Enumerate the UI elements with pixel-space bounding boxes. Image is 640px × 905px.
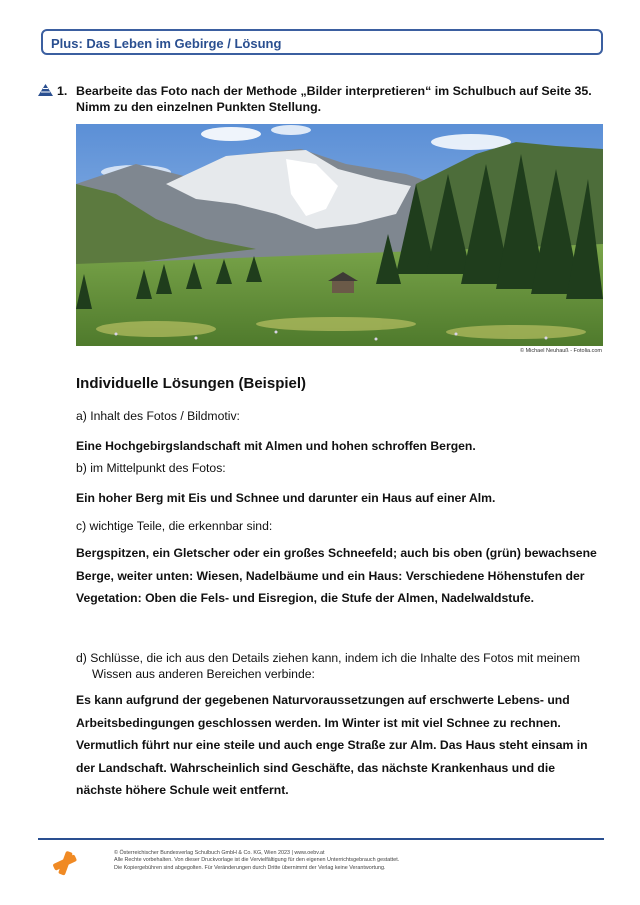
task-1 [38,83,604,115]
answer-c: Bergspitzen, ein Gletscher oder ein großes Schneefeld; auch bis oben (grün) bewachsene Berge, weiter unten: Wiesen, Nadelbäume und ein Haus: Verschiedene Höhenstufen der Vegetation: Oben die Fels- und Eisregion, die Stufe der Almen, Nadelwaldstufe. [76,546,597,606]
mountain-photo [76,124,603,346]
answer-a: Eine Hochgebirgslandschaft mit Almen und hohen schroffen Bergen. [76,439,476,453]
page-title: Plus: Das Leben im Gebirge / Lösung [51,36,282,51]
footer-line-3: Die Kopiergebühren sind abgegolten. Für Veränderungen durch Dritte übernimmt der Verlag keine Verantwortung. [114,864,386,871]
answer-d: Es kann aufgrund der gegebenen Naturvoraussetzungen auf erschwerte Lebens- und Arbeitsbedingungen geschlossen werden. Im Winter ist mit viel Schnee zu rechnen. Vermutlich führt nur eine steile und auch enge Straße zur Alm. Das Haus steht einsam in der Landschaft. Wahrscheinlich sind Geschäfte, das nächste Krankenhaus und die nächste höhere Schule weit entfernt. [76,693,588,798]
footer-line-1: © Österreichischer Bundesverlag Schulbuch GmbH & Co. KG, Wien 2023 | www.oebv.at [114,850,325,856]
task-text: Bearbeite das Foto nach der Methode „Bilder interpretieren“ im Schulbuch auf Seite 35. Nimm zu den einzelnen Punkten Stellung. [76,84,592,114]
footer-line-2: Alle Rechte vorbehalten. Von dieser Druckvorlage ist die Vervielfältigung für den eigenen Unterrichtsgebrauch gestattet. [114,857,400,864]
footer-divider [38,838,604,840]
page-header [41,29,603,55]
question-c: c) wichtige Teile, die erkennbar sind: [76,519,273,533]
answer-b: Ein hoher Berg mit Eis und Schnee und darunter ein Haus auf einer Alm. [76,491,496,505]
difficulty-triangle-icon [38,84,53,96]
footer-text [114,850,399,872]
mountain-landscape-image [76,124,603,346]
task-number: 1. [57,84,68,98]
section-title: Individuelle Lösungen (Beispiel) [76,375,307,392]
question-b: b) im Mittelpunkt des Fotos: [76,461,226,475]
question-d: d) Schlüsse, die ich aus den Details ziehen kann, indem ich die Inhalte des Fotos mit meinem Wissen aus anderen Bereichen verbinde: [76,651,581,681]
publisher-logo-icon [52,850,78,876]
question-a: a) Inhalt des Fotos / Bildmotiv: [76,409,240,423]
photo-credit: © Michael Neuhauß - Fotolia.com [519,348,602,354]
